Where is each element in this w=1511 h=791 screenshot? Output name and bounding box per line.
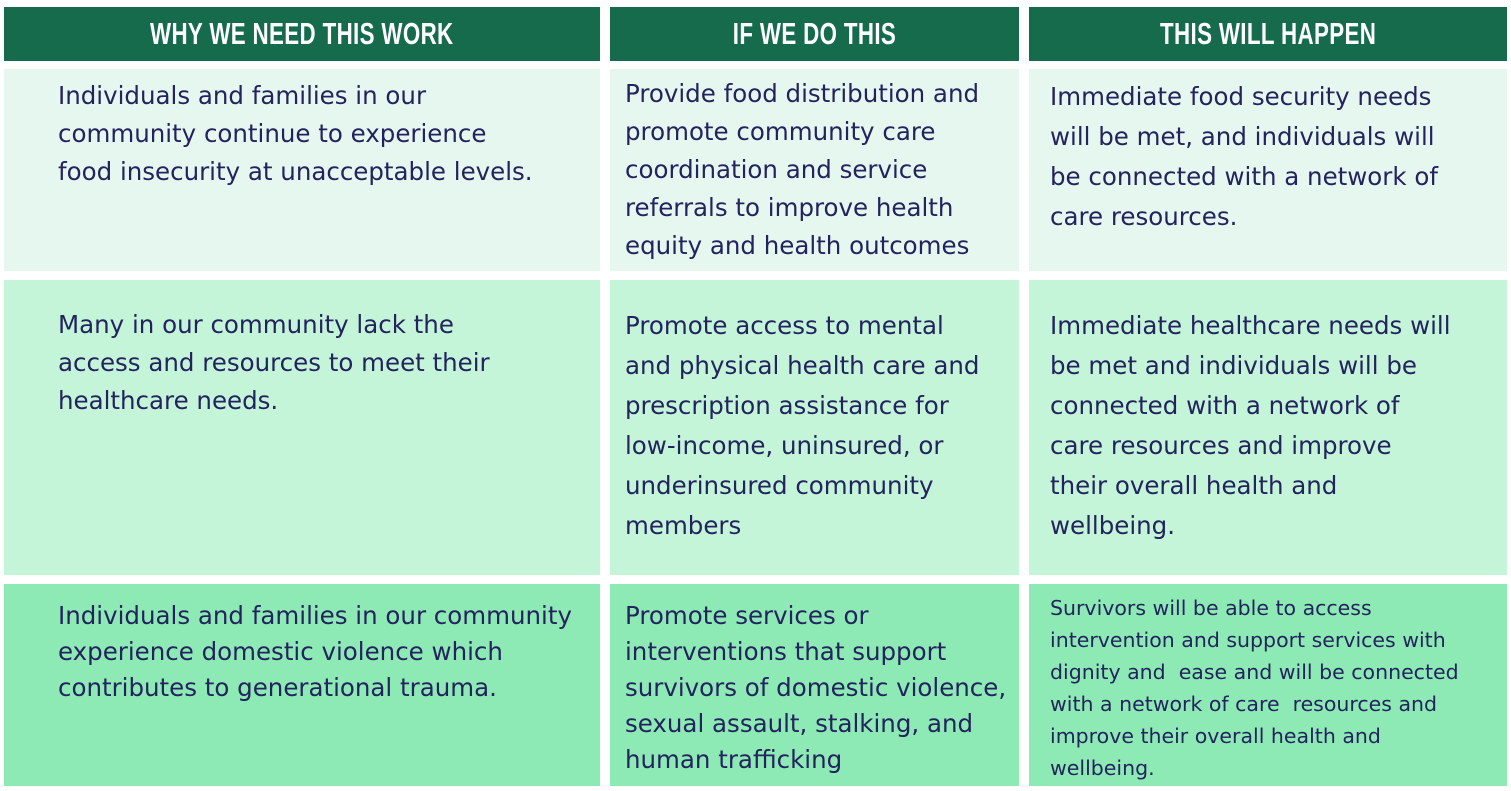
cell-text-line: Survivors will be able to access <box>1050 596 1372 620</box>
column-header-why <box>4 7 600 61</box>
cell-text-line: be connected with a network of <box>1050 162 1438 191</box>
cell-text-line: low-income, uninsured, or <box>625 431 944 460</box>
cell-text-line: equity and health outcomes <box>625 231 970 260</box>
cell-row3-why <box>4 584 600 786</box>
cell-text-line: members <box>625 511 742 540</box>
cell-row2-why <box>4 280 600 575</box>
cell-text-line: with a network of care resources and <box>1050 692 1438 716</box>
column-header-then <box>1029 7 1507 61</box>
cell-text-line: Promote services or <box>625 601 869 630</box>
cell-text-line: Provide food distribution and <box>625 79 980 108</box>
cell-text-line: care resources and improve <box>1050 431 1392 460</box>
cell-text-line: Many in our community lack the <box>58 310 454 339</box>
cell-text-line: survivors of domestic violence, <box>625 673 1007 702</box>
cell-row2-happen <box>1029 280 1507 575</box>
cell-text-line: interventions that support <box>625 637 947 666</box>
cell-text-line: wellbeing. <box>1050 511 1176 540</box>
cell-text-line: sexual assault, stalking, and <box>625 709 974 738</box>
cell-text-line: be met and individuals will be <box>1050 351 1417 380</box>
cell-text-line: connected with a network of <box>1050 391 1400 420</box>
header-label: IF WE DO THIS <box>732 16 897 51</box>
cell-text-line: wellbeing. <box>1050 756 1155 780</box>
cell-text-line: and physical health care and <box>625 351 980 380</box>
cell-row2-do <box>610 280 1019 575</box>
cell-text-line: their overall health and <box>1050 471 1338 500</box>
cell-text-line: will be met, and individuals will <box>1050 122 1435 151</box>
cell-row3-do <box>610 584 1019 786</box>
header-label: THIS WILL HAPPEN <box>1159 16 1377 51</box>
cell-text-line: Individuals and families in our community <box>58 601 572 630</box>
cell-text-line: improve their overall health and <box>1050 724 1381 748</box>
cell-text-line: food insecurity at unacceptable levels. <box>58 157 533 186</box>
header-label: WHY WE NEED THIS WORK <box>150 16 454 51</box>
cell-text-line: referrals to improve health <box>625 193 954 222</box>
cell-text-line: community continue to experience <box>58 119 487 148</box>
cell-text-line: human trafficking <box>625 745 843 774</box>
cell-text-line: prescription assistance for <box>625 391 949 420</box>
cell-text-line: promote community care <box>625 117 936 146</box>
cell-text-line: dignity and ease and will be connected <box>1050 660 1459 684</box>
cell-text-line: intervention and support services with <box>1050 628 1446 652</box>
cell-text-line: Promote access to mental <box>625 311 944 340</box>
cell-text-line: Immediate healthcare needs will <box>1050 311 1451 340</box>
cell-text-line: Individuals and families in our <box>58 81 427 110</box>
cell-text-line: underinsured community <box>625 471 934 500</box>
cell-text-line: coordination and service <box>625 155 928 184</box>
column-header-if <box>610 7 1019 61</box>
cell-text-line: healthcare needs. <box>58 386 279 415</box>
cell-text-line: access and resources to meet their <box>58 348 490 377</box>
cell-text-line: experience domestic violence which <box>58 637 503 666</box>
cell-text-line: Immediate food security needs <box>1050 82 1432 111</box>
cell-row1-why <box>4 69 600 271</box>
cell-row1-happen <box>1029 69 1507 271</box>
cell-text-line: contributes to generational trauma. <box>58 673 497 702</box>
cell-text-line: care resources. <box>1050 202 1238 231</box>
cell-row3-happen <box>1029 584 1507 786</box>
cell-row1-do <box>610 69 1019 271</box>
